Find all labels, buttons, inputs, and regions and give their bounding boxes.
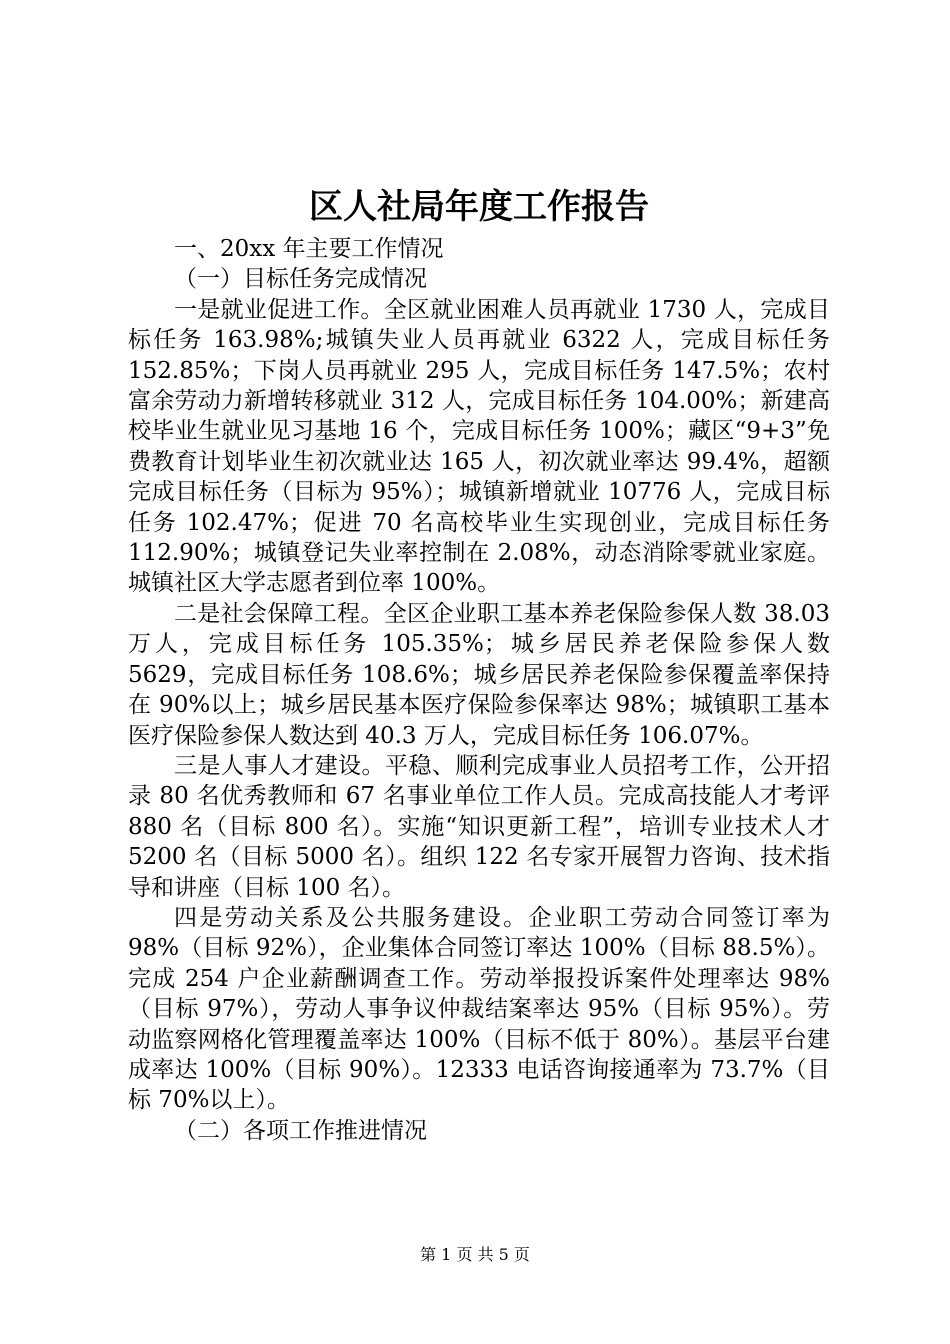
paragraph-personnel-talent: 三是人事人才建设。平稳、顺利完成事业人员招考工作，公开招录 80 名优秀教师和 67 名事业单位工作人员。完成高技能人才考评 880 名（目标 800 名）。实施“知识更新工程”，培训专业技术人才 5200 名（目标 5000 名）。组织 122 名专家开展智力咨询、技术指导和讲座（目标 100 名）。 (128, 752, 830, 901)
paragraph-social-security: 二是社会保障工程。全区企业职工基本养老保险参保人数 38.03 万人，完成目标任务 105.35%；城乡居民养老保险参保人数 5629，完成目标任务 108.6%；城乡居民养老保险参保覆盖率保持在 90%以上；城乡居民基本医疗保险参保率达 98%；城镇职工基本医疗保险参保人数达到 40.3 万人，完成目标任务 106.07%。 (128, 600, 830, 749)
document-title: 区人社局年度工作报告 (309, 187, 649, 227)
document-body (128, 234, 830, 1146)
subsection-heading-1: （一）目标任务完成情况 (174, 266, 427, 293)
section-heading-1: 一、20xx 年主要工作情况 (174, 236, 444, 262)
paragraph-labor-relations: 四是劳动关系及公共服务建设。企业职工劳动合同签订率为 98%（目标 92%），企业集体合同签订率达 100%（目标 88.5%）。完成 254 户企业薪酬调查工作。劳动举报投诉案件处理率达 98%（目标 97%），劳动人事争议仲裁结案率达 95%（目标 95%）。劳动监察网格化管理覆盖率达 100%（目标不低于 80%）。基层平台建成率达 100%（目标 90%）。12333 电话咨询接通率为 73.7%（目标 70%以上）。 (128, 904, 830, 1114)
paragraph-employment: 一是就业促进工作。全区就业困难人员再就业 1730 人，完成目标任务 163.98%;城镇失业人员再就业 6322 人，完成目标任务 152.85%；下岗人员再就业 295 人，完成目标任务 147.5%；农村富余劳动力新增转移就业 312 人，完成目标任务 104.00%；新建高校毕业生就业见习基地 16 个，完成目标任务 100%；藏区“9+3”免费教育计划毕业生初次就业达 165 人，初次就业率达 99.4%，超额完成目标任务（目标为 95%）；城镇新增就业 10776 人，完成目标任务 102.47%；促进 70 名高校毕业生实现创业，完成目标任务 112.90%；城镇登记失业率控制在 2.08%，动态消除零就业家庭。城镇社区大学志愿者到位率 100%。 (128, 296, 830, 597)
subsection-heading-2: （二）各项工作推进情况 (174, 1117, 427, 1144)
page-footer: 第 1 页 共 5 页 (420, 1245, 530, 1264)
